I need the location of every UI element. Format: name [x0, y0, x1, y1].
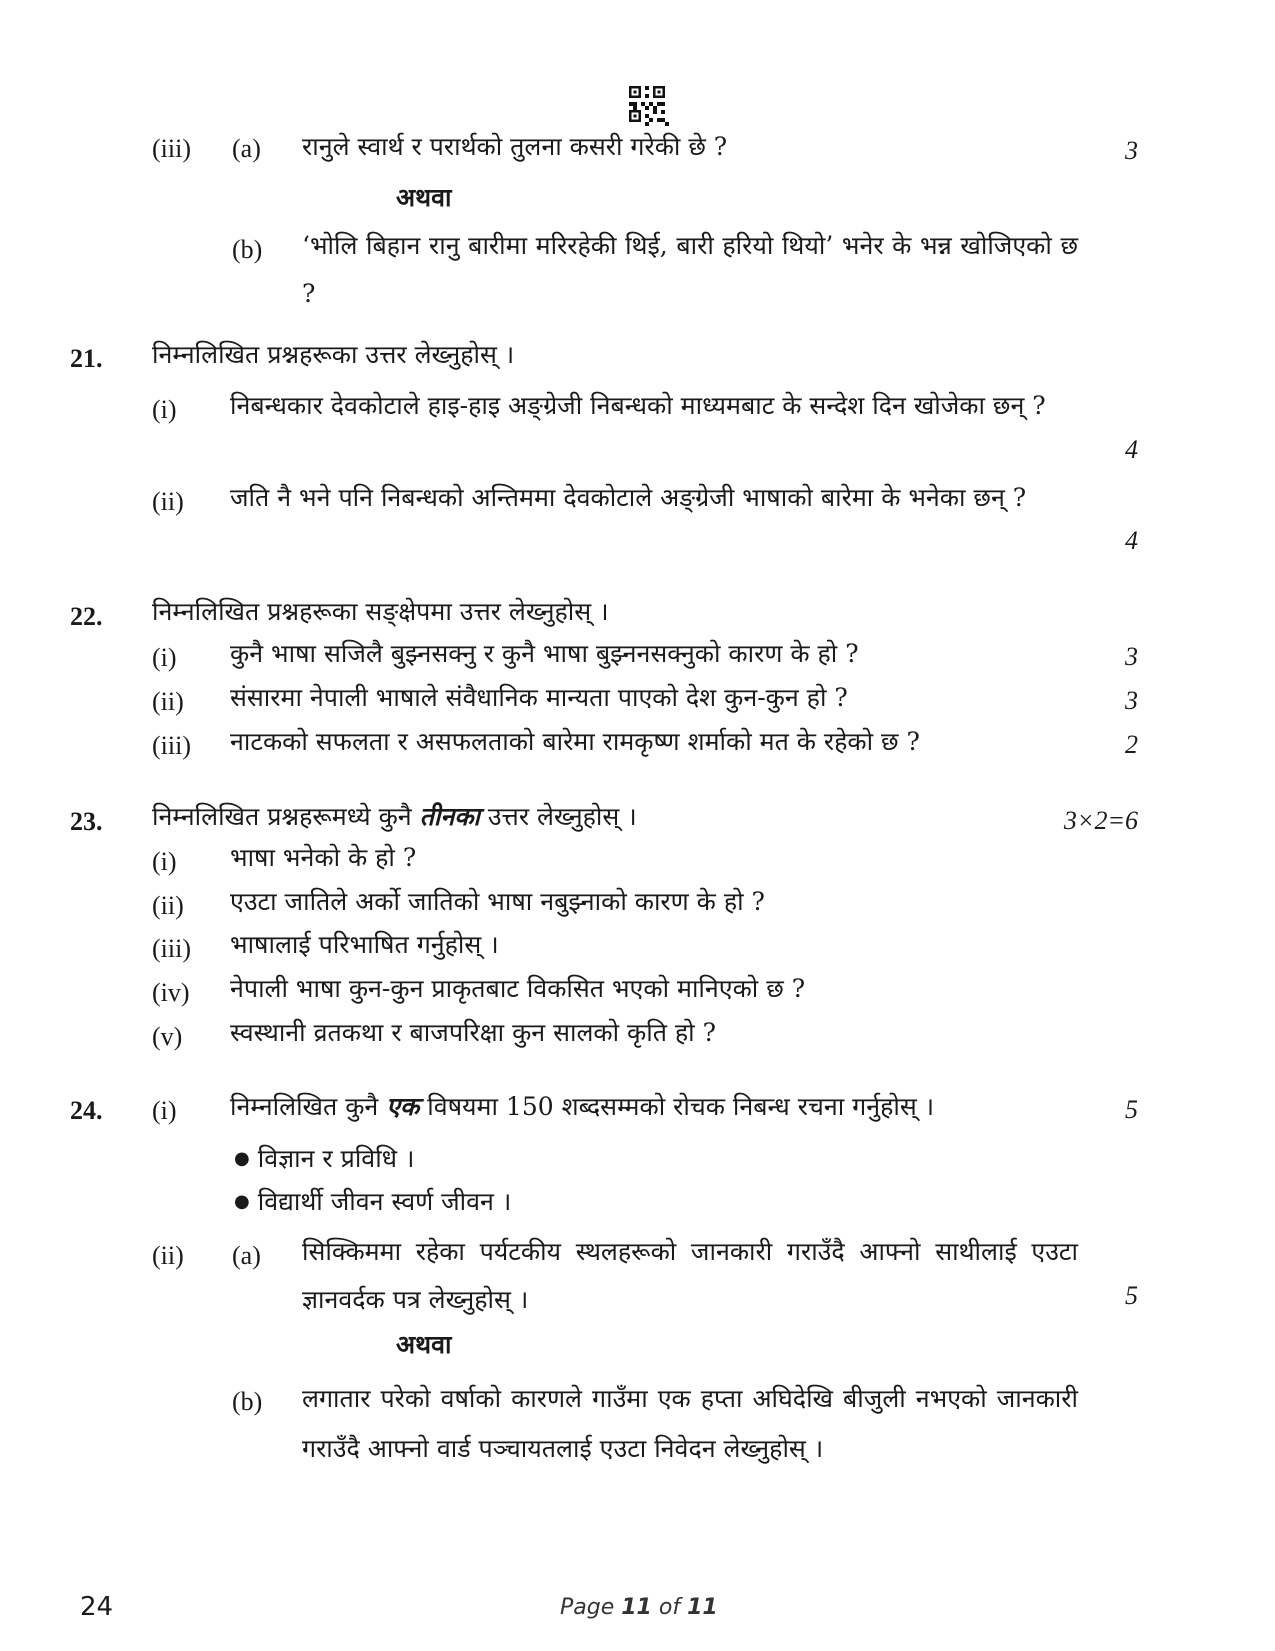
sub-option-label: (b) [232, 235, 263, 264]
question-heading: निम्नलिखित प्रश्नहरूका सङ्क्षेपमा उत्तर लेख्नुहोस् । [152, 597, 609, 626]
paper-code: 24 [80, 1592, 114, 1622]
question-text: स्वस्थानी व्रतकथा र बाजपरिक्षा कुन सालको कृति हो ? [230, 1018, 717, 1047]
question-text: भाषा भनेको के हो ? [230, 843, 417, 872]
question-number: 23. [70, 807, 103, 836]
bullet-item: ● विज्ञान र प्रविधि । [234, 1144, 415, 1173]
question-text: भाषालाई परिभाषित गर्नुहोस् । [230, 930, 499, 959]
emphasis-word: तीनका [419, 802, 480, 831]
question-text: जति नै भने पनि निबन्धको अन्तिममा देवकोटाले अङ्ग्रेजी भाषाको बारेमा के भनेका छन् ? [230, 483, 1027, 512]
bullet-item: ● विद्यार्थी जीवन स्वर्ण जीवन । [234, 1187, 512, 1216]
sub-option-label: (a) [232, 1241, 261, 1270]
marks: 5 [1125, 1095, 1138, 1124]
marks: 4 [1125, 435, 1138, 464]
question-part-label: (i) [152, 395, 177, 424]
or-separator: अथवा [396, 1330, 452, 1359]
question-text: कुनै भाषा सजिलै बुझ्नसक्नु र कुनै भाषा बुझ्ननसक्नुको कारण के हो ? [230, 639, 859, 668]
marks: 3×2=6 [1063, 806, 1138, 835]
question-part-label: (ii) [152, 1241, 184, 1270]
question-text: नेपाली भाषा कुन-कुन प्राकृतबाट विकसित भएको मानिएको छ ? [230, 974, 806, 1003]
question-part-label: (iv) [152, 978, 190, 1007]
marks: 3 [1125, 136, 1138, 165]
question-text: लगातार परेको वर्षाको कारणले गाउँमा एक हप्ता अघिदेखि बीजुली नभएको जानकारी गराउँदै आफ्नो वार्ड पञ्चायतलाई एउटा निवेदन लेख्नुहोस् । [302, 1384, 1078, 1463]
marks: 3 [1125, 642, 1138, 671]
question-text: ‘भोलि बिहान रानु बारीमा मरिरहेकी थिई, बारी हरियो थियो’ भनेर के भन्न खोजिएको छ ? [302, 231, 1078, 308]
question-part-label: (i) [152, 1096, 177, 1125]
question-part-label: (ii) [152, 487, 184, 516]
question-text: नाटकको सफलता र असफलताको बारेमा रामकृष्ण शर्माको मत के रहेको छ ? [230, 727, 920, 756]
bullet-icon: ● [234, 1148, 250, 1169]
qr-code-icon [629, 86, 669, 126]
page-number: Page 11 of 11 [560, 1595, 718, 1620]
marks: 4 [1125, 526, 1138, 555]
question-heading [152, 802, 637, 832]
question-text [230, 1092, 934, 1122]
question-part-label: (iii) [152, 731, 191, 760]
question-text: एउटा जातिले अर्को जातिको भाषा नबुझ्नाको कारण के हो ? [230, 887, 765, 916]
bullet-icon: ● [234, 1191, 250, 1212]
question-part-label: (ii) [152, 891, 184, 920]
question-text: संसारमा नेपाली भाषाले संवैधानिक मान्यता पाएको देश कुन-कुन हो ? [230, 683, 848, 712]
heading-part: उत्तर लेख्नुहोस् । [487, 802, 637, 831]
question-part-label: (iii) [152, 934, 191, 963]
question-part-label: (v) [152, 1022, 183, 1051]
question-number: 24. [70, 1096, 103, 1125]
question-heading: निम्नलिखित प्रश्नहरूका उत्तर लेख्नुहोस् । [152, 340, 515, 369]
emphasis-word: एक [386, 1092, 420, 1121]
question-number: 21. [70, 344, 103, 373]
question-text: निबन्धकार देवकोटाले हाइ-हाइ अङ्ग्रेजी निबन्धको माध्यमबाट के सन्देश दिन खोजेका छन् ? [230, 391, 1046, 420]
marks: 5 [1125, 1281, 1138, 1310]
marks: 2 [1125, 730, 1138, 759]
sub-option-label: (b) [232, 1387, 263, 1416]
text-part: विषयमा 150 शब्दसम्मको रोचक निबन्ध रचना गर्नुहोस् । [427, 1092, 935, 1121]
question-part-label: (iii) [152, 134, 191, 163]
question-text: रानुले स्वार्थ र परार्थको तुलना कसरी गरेकी छे ? [302, 132, 728, 161]
question-part-label: (ii) [152, 687, 184, 716]
question-number: 22. [70, 602, 103, 631]
text-part: निम्नलिखित कुनै [230, 1092, 379, 1121]
sub-option-label: (a) [232, 134, 261, 163]
marks: 3 [1125, 686, 1138, 715]
heading-part: निम्नलिखित प्रश्नहरूमध्ये कुनै [152, 802, 412, 831]
question-part-label: (i) [152, 643, 177, 672]
question-part-label: (i) [152, 847, 177, 876]
or-separator: अथवा [396, 183, 452, 212]
question-text: सिक्किममा रहेका पर्यटकीय स्थलहरूको जानकारी गराउँदै आफ्नो साथीलाई एउटा ज्ञानवर्दक पत्र लेख्नुहोस् । [302, 1237, 1078, 1314]
